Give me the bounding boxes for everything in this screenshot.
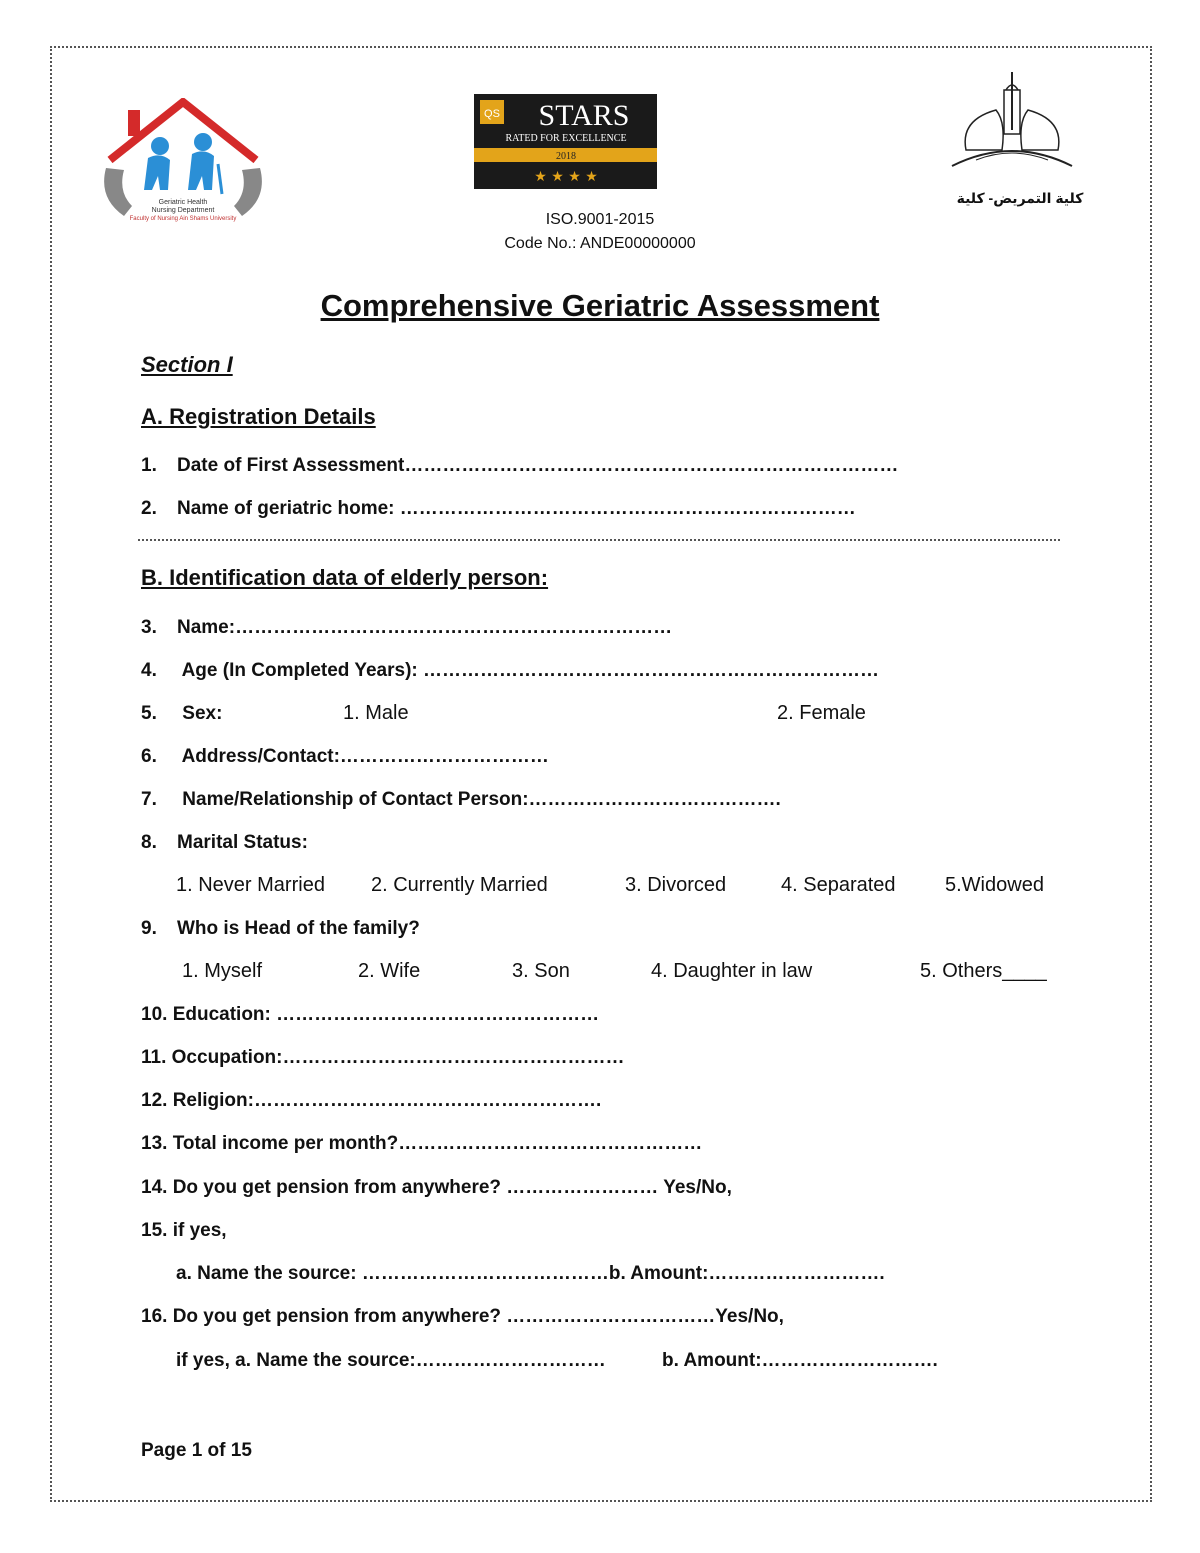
section-label: Section I bbox=[141, 352, 233, 377]
item-text: Marital Status: bbox=[177, 832, 308, 853]
form-item-5 bbox=[141, 703, 222, 725]
head-option-wife[interactable]: 2. Wife bbox=[358, 960, 421, 982]
item-number: 3. bbox=[141, 617, 157, 638]
university-crest-icon bbox=[946, 70, 1078, 180]
form-item-1 bbox=[141, 455, 898, 477]
qs-stars-badge bbox=[474, 94, 657, 189]
form-item-9 bbox=[141, 918, 420, 940]
item-text: Total income per month?………………………………………… bbox=[172, 1133, 703, 1154]
item-number: 16. bbox=[141, 1306, 168, 1327]
form-item-7 bbox=[141, 789, 781, 811]
item-number: 4. bbox=[141, 660, 157, 681]
section-divider bbox=[138, 539, 1060, 541]
item-number: 13. bbox=[141, 1133, 168, 1154]
item-text: Address/Contact:…………………………… bbox=[177, 746, 549, 767]
form-item-3 bbox=[141, 617, 672, 639]
item-number: 15. bbox=[141, 1220, 168, 1241]
head-option-others[interactable]: 5. Others____ bbox=[920, 960, 1047, 982]
form-item-11 bbox=[141, 1047, 625, 1069]
item-number: 6. bbox=[141, 746, 157, 767]
form-item-13 bbox=[141, 1133, 702, 1155]
item-text: Date of First Assessment…………………………………………………………………… bbox=[177, 455, 899, 476]
item-text: Do you get pension from anywhere? ……………………………Yes/No, bbox=[172, 1306, 784, 1327]
form-item-16 bbox=[141, 1306, 784, 1328]
sex-option-male[interactable]: 1. Male bbox=[343, 702, 409, 724]
head-option-myself[interactable]: 1. Myself bbox=[182, 960, 263, 982]
form-item-12 bbox=[141, 1090, 601, 1112]
item-number: 11. bbox=[141, 1047, 167, 1068]
item-text: Name/Relationship of Contact Person:…………………………………. bbox=[177, 789, 781, 810]
document-codes bbox=[420, 208, 780, 256]
page-number: Page 1 of 15 bbox=[141, 1440, 252, 1461]
marital-option-divorced[interactable]: 3. Divorced bbox=[625, 874, 727, 896]
stars-year: 2018 bbox=[556, 151, 576, 162]
arabic-faculty-text: كلية التمريض- كلية bbox=[956, 190, 1084, 206]
form-item-4 bbox=[141, 660, 879, 682]
qs-text: QS bbox=[484, 108, 500, 120]
item-text: Age (In Completed Years): ……………………………………………………………… bbox=[177, 660, 879, 681]
item-number: 7. bbox=[141, 789, 157, 810]
form-item-16-sub-b: b. Amount:………………………. bbox=[662, 1350, 938, 1371]
item-number: 5. bbox=[141, 703, 157, 724]
form-item-16-sub-a: if yes, a. Name the source:………………………… bbox=[176, 1350, 606, 1371]
item-text: Name:…………………………………………………………… bbox=[177, 617, 673, 638]
marital-option-separated[interactable]: 4. Separated bbox=[781, 874, 896, 896]
item-number: 14. bbox=[141, 1177, 168, 1198]
marital-option-widowed[interactable]: 5.Widowed bbox=[945, 874, 1044, 896]
item-text: if yes, bbox=[172, 1220, 227, 1241]
head-option-daughter-in-law[interactable]: 4. Daughter in law bbox=[651, 960, 813, 982]
section-a-heading: A. Registration Details bbox=[141, 404, 376, 429]
form-item-2 bbox=[141, 498, 856, 520]
head-option-son[interactable]: 3. Son bbox=[512, 960, 570, 982]
form-item-15-sub: a. Name the source: …………………………………b. Amount:………………………. bbox=[176, 1263, 885, 1284]
page-title: Comprehensive Geriatric Assessment bbox=[320, 288, 880, 323]
section-b-heading: B. Identification data of elderly person: bbox=[141, 565, 549, 590]
item-number: 9. bbox=[141, 918, 157, 939]
stars-tagline: RATED FOR EXCELLENCE bbox=[505, 133, 627, 144]
stars-rating: ★ ★ ★ ★ bbox=[534, 169, 598, 185]
item-number: 12. bbox=[141, 1090, 168, 1111]
item-number: 2. bbox=[141, 498, 157, 519]
geriatric-health-nursing-logo-icon bbox=[98, 98, 268, 228]
item-number: 10. bbox=[141, 1004, 168, 1025]
item-text: Religion:………………………………………………. bbox=[172, 1090, 602, 1111]
marital-option-currently-married[interactable]: 2. Currently Married bbox=[371, 874, 548, 896]
logo-line-3: Faculty of Nursing Ain Shams University bbox=[129, 216, 237, 222]
stars-brand: STARS bbox=[538, 99, 630, 132]
item-text: Occupation:……………………………………………… bbox=[171, 1047, 625, 1068]
sex-option-female[interactable]: 2. Female bbox=[777, 702, 866, 724]
form-item-15 bbox=[141, 1220, 227, 1242]
code-number: Code No.: ANDE00000000 bbox=[504, 235, 696, 252]
item-number: 1. bbox=[141, 455, 157, 476]
item-text: Sex: bbox=[177, 703, 223, 724]
logo-line-2: Nursing Department bbox=[151, 207, 215, 214]
item-text: Education: …………………………………………… bbox=[172, 1004, 600, 1025]
form-item-6 bbox=[141, 746, 549, 768]
logo-line-1: Geriatric Health bbox=[158, 199, 208, 206]
iso-standard: ISO.9001-2015 bbox=[545, 211, 655, 228]
item-text: Name of geriatric home: ……………………………………………………………… bbox=[177, 498, 856, 519]
form-item-10 bbox=[141, 1004, 599, 1026]
item-number: 8. bbox=[141, 832, 157, 853]
form-item-8 bbox=[141, 832, 308, 854]
form-item-14 bbox=[141, 1177, 732, 1199]
item-text: Do you get pension from anywhere? …………………… Yes/No, bbox=[172, 1177, 732, 1198]
marital-option-never-married[interactable]: 1. Never Married bbox=[176, 874, 325, 896]
item-text: Who is Head of the family? bbox=[177, 918, 420, 939]
